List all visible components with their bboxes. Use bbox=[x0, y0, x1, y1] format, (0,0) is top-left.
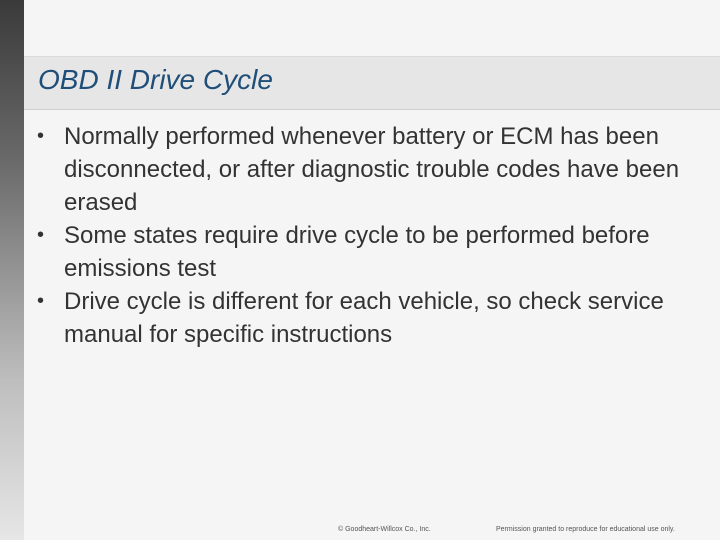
bullet-text: Normally performed whenever battery or ECM has been disconnected, or after diagnostic trouble codes have been erased bbox=[64, 123, 680, 216]
bullet-item bbox=[32, 120, 702, 219]
bullet-icon: • bbox=[37, 224, 45, 246]
bullet-text: Drive cycle is different for each vehicle, so check service manual for specific instructions bbox=[64, 288, 664, 348]
footer-permission: Permission granted to reproduce for educational use only. bbox=[496, 526, 675, 533]
footer-copyright: © Goodheart-Willcox Co., Inc. bbox=[338, 526, 431, 533]
bullet-item bbox=[32, 219, 702, 285]
left-accent-bar bbox=[0, 0, 24, 540]
bullet-icon: • bbox=[37, 125, 45, 147]
bullet-item bbox=[32, 285, 702, 351]
bullet-icon: • bbox=[37, 290, 45, 312]
slide-title: OBD II Drive Cycle bbox=[38, 64, 273, 95]
bullet-text: Some states require drive cycle to be performed before emissions test bbox=[64, 222, 650, 282]
bullet-list bbox=[32, 120, 702, 351]
